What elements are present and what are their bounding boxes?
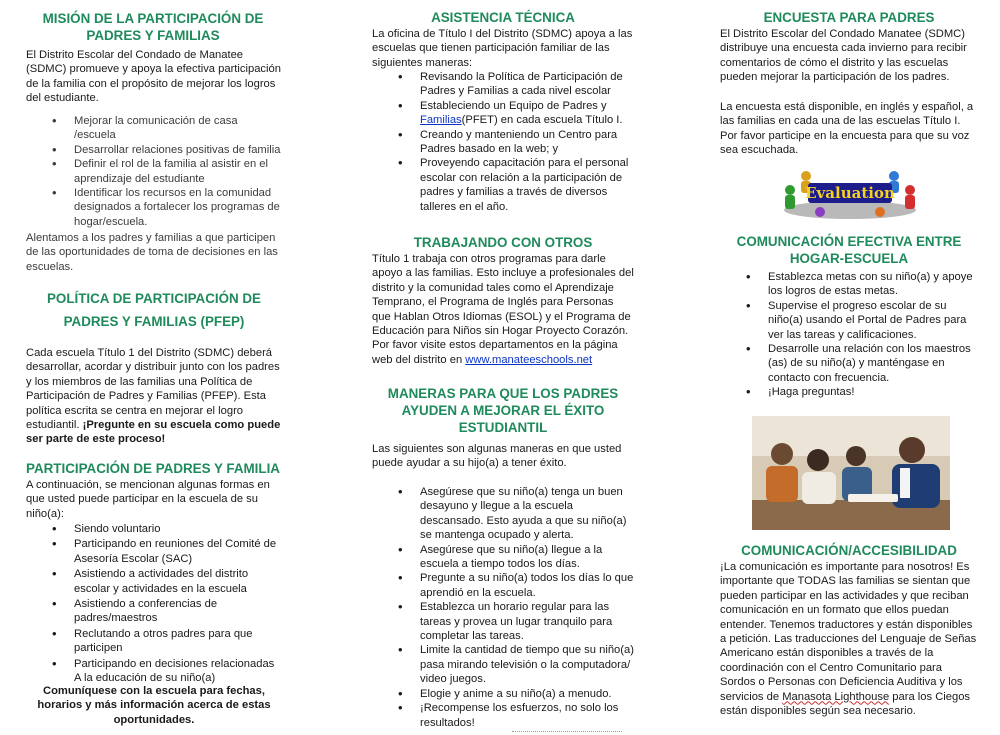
comunicacion-item: • Desarrolle una relación con los maestros (as) de su niño(a) y manténgase en contacto con frecuencia. [768, 342, 980, 385]
participacion-intro: A continuación, se mencionan algunas formas en que usted puede participar en la escuela de su niño(a): [26, 479, 270, 520]
asistencia-list [420, 70, 634, 214]
encuesta-p2: La encuesta está disponible, en inglés y español, a las familias en cada una de las escuelas Título I. Por favor participe en la encuesta para que su voz sea escuchada. [720, 101, 974, 157]
politica-body [26, 346, 282, 447]
maneras-intro: Las siguientes son algunas maneras en que usted puede ayudar a su hijo(a) a tener éxito. [372, 443, 622, 470]
maneras-item: • Pregunte a su niño(a) todos los días lo que aprendió en la escuela. [420, 571, 634, 600]
politica-title: POLÍTICA DE PARTICIPACIÓN DE PADRES Y FAMILIAS (PFEP) [46, 291, 261, 329]
column-middle [372, 0, 634, 735]
column-left [22, 0, 284, 735]
mision-item: • Definir el rol de la familia al asistir en el aprendizaje del estudiante [74, 157, 282, 186]
accesibilidad-text: para los Ciegos están disponibles según sea necesario. [720, 690, 971, 718]
meeting-photo [752, 416, 950, 530]
comunicacion-list [768, 270, 980, 400]
maneras-item: • Elogie y anime a su niño(a) a menudo. [420, 687, 634, 701]
maneras-item: • Limite la cantidad de tiempo que su niño(a) pasa mirando televisión o la computadora/ video juegos. [420, 643, 634, 686]
comunicacion-title: COMUNICACIÓN EFECTIVA ENTRE HOGAR-ESCUELA [736, 234, 962, 266]
mision-closing: Alentamos a los padres y familias a que participen de las oportunidades de toma de decisiones en las escuelas. [26, 232, 278, 273]
participacion-item: • Reclutando a otros padres para que participen [74, 627, 282, 656]
asistencia-item: • Revisando la Política de Participación de Padres y Familias a cada nivel escolar [420, 70, 634, 99]
maneras-item: • Establezca un horario regular para las tareas y provea un lugar tranquilo para completar las tareas. [420, 600, 634, 643]
participacion-list [74, 522, 282, 685]
comunicacion-item: • Supervise el progreso escolar de su niño(a) usando el Portal de Padres para ver las tareas y calificaciones. [768, 299, 980, 342]
asistencia-item: • Proveyendo capacitación para el personal escolar con relación a la participación de padres y familias a través de diversos talleres en el año. [420, 156, 634, 214]
mision-title: MISIÓN DE LA PARTICIPACIÓN DE PADRES Y FAMILIAS [42, 11, 264, 43]
maneras-title: MANERAS PARA QUE LOS PADRES AYUDEN A MEJORAR EL ÉXITO ESTUDIANTIL [387, 386, 619, 435]
accesibilidad-body [720, 560, 980, 718]
maneras-item: • Asegúrese que su niño(a) llegue a la escuela a tiempo todos los días. [420, 543, 634, 572]
column-right [718, 0, 980, 735]
mision-item: • Identificar los recursos en la comunidad designados a fortalecer los programas de hogar/escuela. [74, 186, 282, 229]
asistencia-item: • Creando y manteniendo un Centro para Padres basado en la web; y [420, 128, 634, 157]
participacion-item: • Asistiendo a actividades del distrito escolar y actividades en la escuela [74, 567, 282, 596]
politica-text: Cada escuela Título 1 del Distrito (SDMC) deberá desarrollar, acordar y distribuir junto con los padres y los miembros de las familias una Política de Participación de Padres y Familias (PFEP). Esta política escrita se centra en mejorar el logro estudiantil. [26, 347, 280, 432]
politica-emphasis: ¡Pregunte en su escuela como puede ser parte de este proceso! [26, 419, 281, 446]
asistencia-intro: La oficina de Título I del Distrito (SDMC) apoya a las escuelas que tienen participación familiar de las siguientes maneras: [372, 28, 633, 69]
participacion-item: • Siendo voluntario [74, 522, 282, 536]
participacion-item: • Asistiendo a conferencias de padres/maestros [74, 597, 282, 626]
mision-list [74, 114, 282, 229]
mision-intro: El Distrito Escolar del Condado de Manatee (SDMC) promueve y apoya la efectiva participación de la familia con el propósito de mejorar los logros del estudiante. [26, 49, 281, 105]
mision-item: • Desarrollar relaciones positivas de familia [74, 143, 282, 157]
evaluation-label: Evaluation [805, 184, 895, 202]
mision-item: • Mejorar la comunicación de casa /escuela [74, 114, 282, 143]
maneras-item: • Asegúrese que su niño(a) tenga un buen desayuno y llegue a la escuela descansado. Esto ayuda a que su niño(a) se mantenga ocupado y alerta. [420, 485, 634, 543]
trabajando-title: TRABAJANDO CON OTROS [413, 235, 593, 250]
trabajando-body [372, 252, 634, 367]
accesibilidad-text: ¡La comunicación es importante para nosotros! Es importante que TODAS las familias se sientan que pueden participar en las actividades y que reciban comunicación en un formato que ellos puedan entender. Tenemos traductores y están disponibles a petición. Las traducciones del Lenguaje de Señas Americano están disponibles a través de la coordinación con el Centro Comunitario para Sordos o Personas con Deficiencia Auditiva y los servicios de [720, 561, 977, 703]
asistencia-item-text: (PFET) en cada escuela Título I. [461, 114, 623, 127]
manateeschools-link[interactable]: www.manateeschools.net [465, 353, 593, 366]
familias-link[interactable]: Familias [420, 114, 462, 127]
encuesta-p1: El Distrito Escolar del Condado Manatee (SDMC) distribuye una encuesta cada invierno para recibir comentarios de cómo el distrito y las escuelas pueden mejorar la participación de los padres. [720, 28, 967, 84]
asistencia-item [420, 99, 634, 128]
asistencia-title: ASISTENCIA TÉCNICA [431, 10, 575, 25]
participacion-title: PARTICIPACIÓN DE PADRES Y FAMILIA [26, 461, 280, 476]
encuesta-title: ENCUESTA PARA PADRES [763, 10, 935, 25]
participacion-item: • Participando en reuniones del Comité de Asesoría Escolar (SAC) [74, 537, 282, 566]
comunicacion-item: • Establezca metas con su niño(a) y apoye los logros de estas metas. [768, 270, 980, 299]
asistencia-item-text: Estableciendo un Equipo de Padres y [420, 99, 607, 112]
participacion-closing: Comuníquese con la escuela para fechas, horarios y más información acerca de estas oportunidades. [37, 685, 271, 726]
manasota-lighthouse-text: Manasota Lighthouse [782, 690, 890, 703]
dotted-rule [512, 731, 622, 732]
trabajando-text: Título 1 trabaja con otros programas para darle apoyo a las familias. Esto incluye a profesionales del distrito y la comunidad tales como el Aprendizaje Temprano, el Programa de Inglés para Personas que Hablan Otros Idiomas (ESOL) y el Programa de Educación para Niños sin Hogar Proyecto Corazón. Por favor visite estos departamentos en la página web del distrito en [372, 253, 634, 366]
evaluation-graphic [776, 164, 924, 222]
comunicacion-item: • ¡Haga preguntas! [768, 385, 980, 399]
accesibilidad-title: COMUNICACIÓN/ACCESIBILIDAD [741, 543, 957, 558]
maneras-item: • ¡Recompense los esfuerzos, no solo los resultados! [420, 701, 634, 730]
maneras-list [420, 485, 634, 730]
participacion-item: • Participando en decisiones relacionadas A la educación de su niño(a) [74, 657, 282, 686]
